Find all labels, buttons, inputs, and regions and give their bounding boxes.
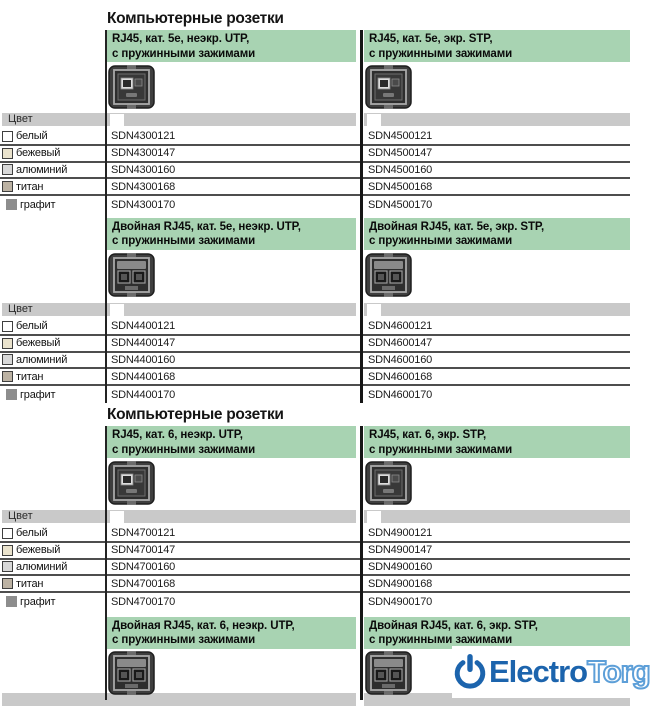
color-cell xyxy=(0,319,107,334)
page-title: Компьютерные розетки xyxy=(107,406,284,423)
article-code: SDN4300160 xyxy=(111,163,176,176)
color-label: титан xyxy=(16,370,44,383)
color-header-bar xyxy=(2,693,356,706)
color-row xyxy=(0,543,630,560)
color-label: алюминий xyxy=(16,560,68,573)
product-header-line2: с пружинными зажимами xyxy=(112,634,256,647)
color-header-row xyxy=(0,303,630,319)
product-header-right xyxy=(364,426,630,458)
rj45-single-socket-image xyxy=(108,65,155,109)
color-label: бежевый xyxy=(16,147,61,160)
product-header-line2: с пружинными зажимами xyxy=(112,235,256,248)
section-header-row xyxy=(0,617,630,649)
article-code: SDN4600147 xyxy=(368,337,433,350)
color-swatch xyxy=(2,338,13,349)
rj45-single-socket-image xyxy=(365,65,412,109)
color-row xyxy=(0,576,630,593)
product-header-line2: с пружинными зажимами xyxy=(369,634,513,647)
color-cell xyxy=(0,196,107,213)
article-code: SDN4900160 xyxy=(368,560,433,573)
swatch-placeholder xyxy=(367,114,381,128)
color-header-bar xyxy=(2,303,356,316)
color-cell xyxy=(0,369,107,384)
rj45-double-socket-image xyxy=(365,253,412,297)
color-label: графит xyxy=(20,198,56,211)
color-row xyxy=(0,560,630,577)
product-image-row xyxy=(0,62,630,113)
color-label: графит xyxy=(20,388,56,401)
product-header-line2: с пружинными зажимами xyxy=(369,47,513,60)
center-column-divider-line xyxy=(360,426,363,700)
article-code: SDN4400160 xyxy=(111,353,176,366)
color-label: титан xyxy=(16,577,44,590)
color-cell xyxy=(0,543,107,558)
color-column-header: Цвет xyxy=(8,113,33,125)
color-row xyxy=(0,386,630,403)
article-code: SDN4500160 xyxy=(368,163,433,176)
color-swatch xyxy=(2,354,13,365)
article-code: SDN4500168 xyxy=(368,180,433,193)
color-row xyxy=(0,196,630,213)
color-cell xyxy=(0,163,107,178)
article-code: SDN4300147 xyxy=(111,147,176,160)
product-header-line2: с пружинными зажимами xyxy=(369,235,513,248)
article-code: SDN4600170 xyxy=(368,388,433,401)
label-column-divider-line xyxy=(105,30,107,403)
color-swatch xyxy=(2,578,13,589)
color-row xyxy=(0,593,630,610)
color-label: бежевый xyxy=(16,544,61,557)
section-header-row xyxy=(0,30,630,62)
color-label: алюминий xyxy=(16,163,68,176)
article-code: SDN4400121 xyxy=(111,320,176,333)
logo-text-main: Electro xyxy=(489,654,588,689)
color-swatch xyxy=(2,148,13,159)
color-label: титан xyxy=(16,180,44,193)
color-row xyxy=(0,163,630,180)
color-row xyxy=(0,526,630,543)
product-header-right xyxy=(364,218,630,250)
section-header-row xyxy=(0,218,630,250)
color-cell xyxy=(0,526,107,541)
electrotorg-logo xyxy=(452,646,651,698)
color-header-bar xyxy=(364,113,630,126)
product-header-line1: Двойная RJ45, кат. 6, неэкр. UTP, xyxy=(112,619,295,632)
color-cell xyxy=(0,386,107,403)
color-swatch xyxy=(2,164,13,175)
rj45-single-socket-image xyxy=(108,461,155,505)
color-header-bar xyxy=(2,510,356,523)
label-column-divider-line xyxy=(105,426,107,700)
article-code: SDN4900170 xyxy=(368,595,433,608)
color-label: белый xyxy=(16,320,48,333)
article-code: SDN4600168 xyxy=(368,370,433,383)
product-header-line1: RJ45, кат. 6, экр. STP, xyxy=(369,429,487,441)
color-label: белый xyxy=(16,527,48,540)
article-code: SDN4500121 xyxy=(368,130,433,143)
color-swatch xyxy=(2,545,13,556)
product-header-line1: Двойная RJ45, кат. 5е, неэкр. UTP, xyxy=(112,220,301,233)
rj45-single-socket-image xyxy=(365,461,412,505)
color-column-header: Цвет xyxy=(8,302,33,315)
color-cell xyxy=(0,146,107,161)
color-row xyxy=(0,146,630,163)
page-title: Компьютерные розетки xyxy=(107,10,284,27)
product-header-line1: RJ45, кат. 5е, неэкр. UTP, xyxy=(112,33,250,45)
color-swatch xyxy=(2,561,13,572)
product-header-right xyxy=(364,30,630,62)
color-row xyxy=(0,369,630,386)
section-header-row xyxy=(0,426,630,458)
product-image-row xyxy=(0,458,630,510)
color-cell xyxy=(0,560,107,575)
article-code: SDN4600160 xyxy=(368,353,433,366)
product-header-line2: с пружинными зажимами xyxy=(112,47,256,60)
article-code: SDN4700147 xyxy=(111,544,176,557)
color-cell xyxy=(0,353,107,368)
color-row xyxy=(0,353,630,370)
article-code: SDN4700121 xyxy=(111,527,176,540)
product-header-line1: RJ45, кат. 6, неэкр. UTP, xyxy=(112,429,243,441)
color-cell xyxy=(0,593,107,610)
color-header-row xyxy=(0,113,630,129)
rj45-double-socket-image xyxy=(108,253,155,297)
product-header-line2: с пружинными зажимами xyxy=(112,443,256,456)
power-icon xyxy=(452,654,488,690)
rj45-double-socket-image xyxy=(365,651,412,695)
color-column-header: Цвет xyxy=(8,510,33,522)
article-code: SDN4900121 xyxy=(368,527,433,540)
swatch-placeholder xyxy=(110,114,124,128)
article-code: SDN4400170 xyxy=(111,388,176,401)
article-code: SDN4700168 xyxy=(111,577,176,590)
color-swatch xyxy=(2,321,13,332)
article-code: SDN4900147 xyxy=(368,544,433,557)
color-header-bar xyxy=(2,113,356,126)
article-code: SDN4500147 xyxy=(368,147,433,160)
color-cell xyxy=(0,336,107,351)
color-label: белый xyxy=(16,130,48,143)
product-header-left xyxy=(107,426,356,458)
color-row xyxy=(0,129,630,146)
logo-text-accent: Torg xyxy=(587,654,650,689)
article-code: SDN4300170 xyxy=(111,198,176,211)
product-header-line1: RJ45, кат. 5е, экр. STP, xyxy=(369,33,493,45)
color-label: графит xyxy=(20,595,56,608)
color-label: алюминий xyxy=(16,353,68,366)
color-swatch xyxy=(2,371,13,382)
article-code: SDN4300121 xyxy=(111,130,176,143)
catalog-table-cat5e xyxy=(0,30,630,403)
color-row xyxy=(0,319,630,336)
color-cell xyxy=(0,179,107,194)
color-row xyxy=(0,336,630,353)
product-header-right xyxy=(364,617,630,649)
swatch-placeholder xyxy=(367,304,381,318)
color-swatch xyxy=(6,389,17,400)
center-column-divider-line xyxy=(360,30,363,403)
color-label: бежевый xyxy=(16,337,61,350)
product-header-left xyxy=(107,617,356,649)
color-swatch xyxy=(2,181,13,192)
article-code: SDN4500170 xyxy=(368,198,433,211)
swatch-placeholder xyxy=(110,511,124,525)
product-header-left xyxy=(107,30,356,62)
color-swatch xyxy=(6,596,17,607)
product-header-line1: Двойная RJ45, кат. 6, экр. STP, xyxy=(369,619,538,632)
swatch-placeholder xyxy=(110,304,124,318)
swatch-placeholder xyxy=(367,511,381,525)
color-swatch xyxy=(2,131,13,142)
color-swatch xyxy=(6,199,17,210)
product-image-row xyxy=(0,250,630,303)
product-header-left xyxy=(107,218,356,250)
color-header-bar xyxy=(364,303,630,316)
product-header-line2: с пружинными зажимами xyxy=(369,443,513,456)
article-code: SDN4700160 xyxy=(111,560,176,573)
color-cell xyxy=(0,129,107,144)
article-code: SDN4700170 xyxy=(111,595,176,608)
color-cell xyxy=(0,576,107,591)
article-code: SDN4900168 xyxy=(368,577,433,590)
color-row xyxy=(0,179,630,196)
color-header-row xyxy=(0,510,630,526)
article-code: SDN4600121 xyxy=(368,320,433,333)
article-code: SDN4300168 xyxy=(111,180,176,193)
color-header-bar xyxy=(364,510,630,523)
article-code: SDN4400168 xyxy=(111,370,176,383)
color-swatch xyxy=(2,528,13,539)
rj45-double-socket-image xyxy=(108,651,155,695)
product-header-line1: Двойная RJ45, кат. 5е, экр. STP, xyxy=(369,220,545,233)
article-code: SDN4400147 xyxy=(111,337,176,350)
